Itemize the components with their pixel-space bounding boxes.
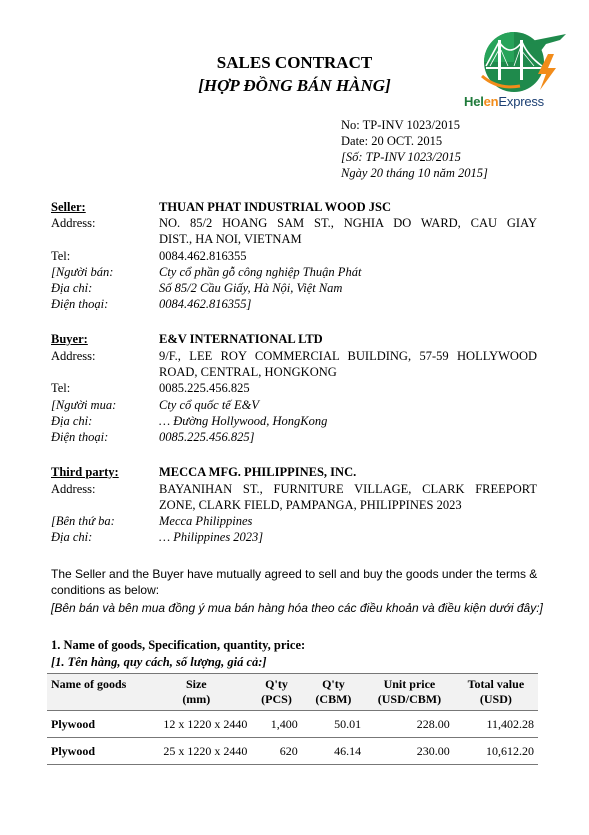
document-title: SALES CONTRACT (216, 53, 373, 72)
buyer-name: E&V INTERNATIONAL LTD (159, 332, 323, 346)
buyer-name-vn: Cty cổ quốc tế E&V (159, 398, 259, 412)
seller-tel-vn-label: Điện thoại: (51, 297, 109, 311)
section1-heading: 1. Name of goods, Specification, quantity, price: (51, 638, 306, 652)
header-name-of-goods: Name of goods (47, 674, 141, 711)
seller-label: Seller: (51, 200, 86, 214)
goods-table (47, 673, 538, 765)
buyer-address-vn-label: Địa chỉ: (51, 414, 93, 428)
contract-date-vn: Ngày 20 tháng 10 năm 2015] (341, 166, 488, 180)
cell-size: 12 x 1220 x 2440 (141, 711, 251, 738)
buyer-address-line1: 9/F., LEE ROY COMMERCIAL BUILDING, 57-59 HOLLYWOOD (159, 349, 537, 363)
buyer-tel-vn-label: Điện thoại: (51, 430, 109, 444)
third-party-address-line2: ZONE, CLARK FIELD, PAMPANGA, PHILIPPINES 2023 (159, 498, 462, 512)
cell-pcs: 1,400 (251, 711, 301, 738)
seller-address-vn-label: Địa chỉ: (51, 281, 93, 295)
seller-name-vn-label: [Người bán: (51, 265, 114, 279)
third-party-address-vn-label: Địa chỉ: (51, 530, 93, 544)
logo-wordmark (464, 94, 544, 109)
contract-date: Date: 20 OCT. 2015 (341, 134, 443, 148)
seller-address-label: Address: (51, 216, 96, 230)
header-qty-cbm: Q'ty (CBM) (302, 674, 365, 711)
seller-name: THUAN PHAT INDUSTRIAL WOOD JSC (159, 200, 391, 214)
cell-total: 11,402.28 (454, 711, 538, 738)
buyer-tel-vn: 0085.225.456.825] (159, 430, 255, 444)
header-size: Size (mm) (141, 674, 251, 711)
cell-unit-price: 228.00 (365, 711, 454, 738)
header-qty-pcs: Q'ty (PCS) (251, 674, 301, 711)
agreement-line1: The Seller and the Buyer have mutually agreed to sell and buy the goods under the terms & (51, 567, 538, 581)
table-header-row (47, 674, 538, 711)
cell-name: Plywood (47, 711, 141, 738)
buyer-tel: 0085.225.456.825 (159, 381, 250, 395)
seller-tel-label: Tel: (51, 249, 71, 263)
buyer-address-line2: ROAD, CENTRAL, HONGKONG (159, 365, 337, 379)
third-party-name-vn: Mecca Philippines (159, 514, 253, 528)
document-title-vn: [HỢP ĐỒNG BÁN HÀNG] (198, 76, 391, 95)
cell-pcs: 620 (251, 738, 301, 765)
logo-text-hel: Hel (464, 94, 484, 109)
seller-name-vn: Cty cổ phần gỗ công nghiệp Thuận Phát (159, 265, 362, 279)
seller-address-line1: NO. 85/2 HOANG SAM ST., NGHIA DO WARD, CAU GIAY (159, 216, 537, 230)
third-party-address-line1: BAYANIHAN ST., FURNITURE VILLAGE, CLARK FREEPORT (159, 482, 537, 496)
table-row (47, 738, 538, 765)
buyer-name-vn-label: [Người mua: (51, 398, 117, 412)
agreement-line2: conditions as below: (51, 583, 160, 597)
cell-cbm: 46.14 (302, 738, 365, 765)
buyer-tel-label: Tel: (51, 381, 71, 395)
buyer-address-label: Address: (51, 349, 96, 363)
cell-cbm: 50.01 (302, 711, 365, 738)
logo-text-express: Express (498, 94, 544, 109)
seller-tel: 0084.462.816355 (159, 249, 247, 263)
cell-unit-price: 230.00 (365, 738, 454, 765)
seller-address-vn: Số 85/2 Cầu Giấy, Hà Nội, Việt Nam (159, 281, 343, 295)
buyer-label: Buyer: (51, 332, 88, 346)
seller-address-line2: DIST., HA NOI, VIETNAM (159, 232, 302, 246)
cell-name: Plywood (47, 738, 141, 765)
third-party-name-vn-label: [Bên thứ ba: (51, 514, 115, 528)
seller-tel-vn: 0084.462.816355] (159, 297, 252, 311)
header-total-value: Total value (USD) (454, 674, 538, 711)
header-unit-price: Unit price (USD/CBM) (365, 674, 454, 711)
third-party-name: MECCA MFG. PHILIPPINES, INC. (159, 465, 357, 479)
contract-number-vn: [Số: TP-INV 1023/2015 (341, 150, 461, 164)
section1-heading-vn: [1. Tên hàng, quy cách, số lượng, giá cả:] (51, 655, 267, 669)
logo-text-en: en (483, 94, 499, 109)
contract-number: No: TP-INV 1023/2015 (341, 118, 460, 132)
agreement-vn: [Bên bán và bên mua đồng ý mua bán hàng hóa theo các điều khoản và điều kiện dưới đây:] (51, 601, 543, 615)
buyer-address-vn: … Đường Hollywood, HongKong (159, 414, 328, 428)
cell-total: 10,612.20 (454, 738, 538, 765)
table-row (47, 711, 538, 738)
third-party-label: Third party: (51, 465, 119, 479)
third-party-address-vn: … Philippines 2023] (159, 530, 264, 544)
third-party-address-label: Address: (51, 482, 96, 496)
cell-size: 25 x 1220 x 2440 (141, 738, 251, 765)
